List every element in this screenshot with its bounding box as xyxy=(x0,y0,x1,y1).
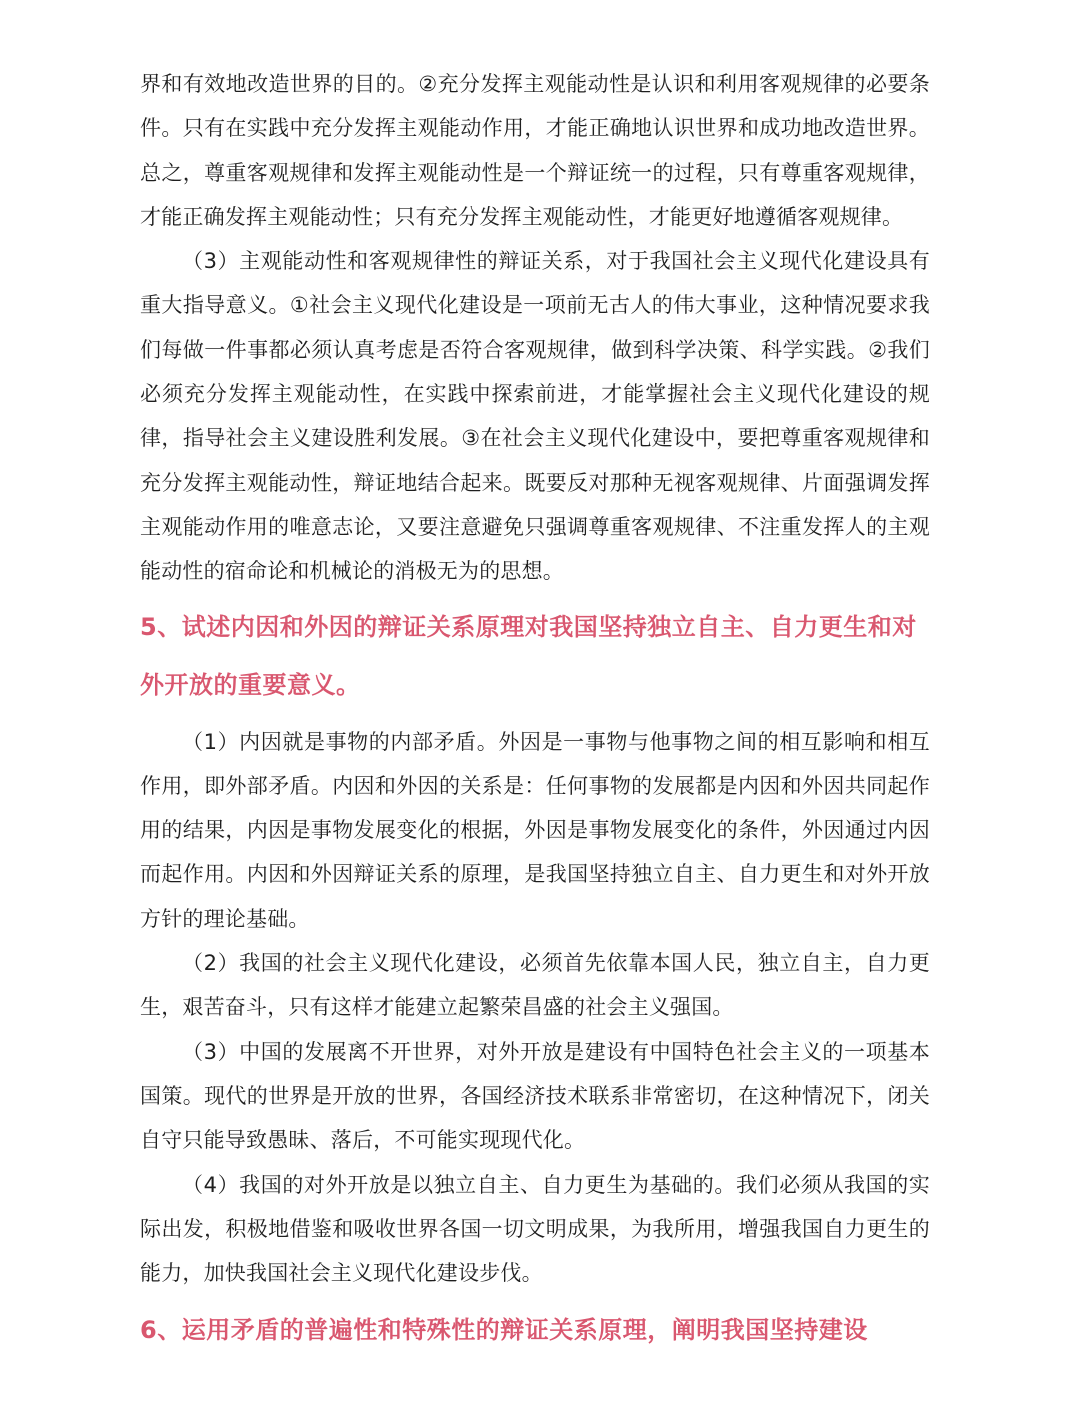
question-6-heading: 6、运用矛盾的普遍性和特殊性的辩证关系原理，阐明我国坚持建设 xyxy=(140,1316,868,1345)
document-body xyxy=(140,62,930,1365)
question-5-heading: 5、试述内因和外因的辩证关系原理对我国坚持独立自主、自力更生和对外开放的重要意义。 xyxy=(140,612,917,699)
paragraph-continuation: 界和有效地改造世界的目的。②充分发挥主观能动性是认识和利用客观规律的必要条件。只有在实践中充分发挥主观能动作用，才能正确地认识世界和成功地改造世界。总之，尊重客观规律和发挥主观能动性是一个辩证统一的过程，只有尊重客观规律，才能正确发挥主观能动性；只有充分发挥主观能动性，才能更好地遵循客观规律。 xyxy=(140,72,930,229)
paragraph-point-3: （3）主观能动性和客观规律性的辩证关系，对于我国社会主义现代化建设具有重大指导意义。①社会主义现代化建设是一项前无古人的伟大事业，这种情况要求我们每做一件事都必须认真考虑是否符合客观规律，做到科学决策、科学实践。②我们必须充分发挥主观能动性，在实践中探索前进，才能掌握社会主义现代化建设的规律，指导社会主义建设胜利发展。③在社会主义现代化建设中，要把尊重客观规律和充分发挥主观能动性，辩证地结合起来。既要反对那种无视客观规律、片面强调发挥主观能动作用的唯意志论，又要注意避免只强调尊重客观规律、不注重发挥人的主观能动性的宿命论和机械论的消极无为的思想。 xyxy=(140,249,930,584)
answer-5-point-1: （1）内因就是事物的内部矛盾。外因是一事物与他事物之间的相互影响和相互作用，即外部矛盾。内因和外因的关系是：任何事物的发展都是内因和外因共同起作用的结果，内因是事物发展变化的根据，外因是事物发展变化的条件，外因通过内因而起作用。内因和外因辩证关系的原理，是我国坚持独立自主、自力更生和对外开放方针的理论基础。 xyxy=(140,729,930,931)
answer-5-point-3: （3）中国的发展离不开世界，对外开放是建设有中国特色社会主义的一项基本国策。现代的世界是开放的世界，各国经济技术联系非常密切，在这种情况下，闭关自守只能导致愚昧、落后，不可能实现现代化。 xyxy=(140,1039,930,1153)
answer-5-point-4: （4）我国的对外开放是以独立自主、自力更生为基础的。我们必须从我国的实际出发，积极地借鉴和吸收世界各国一切文明成果，为我所用，增强我国自力更生的能力，加快我国社会主义现代化建设步伐。 xyxy=(140,1172,930,1286)
answer-5-point-2: （2）我国的社会主义现代化建设，必须首先依靠本国人民，独立自主，自力更生，艰苦奋斗，只有这样才能建立起繁荣昌盛的社会主义强国。 xyxy=(140,951,930,1020)
